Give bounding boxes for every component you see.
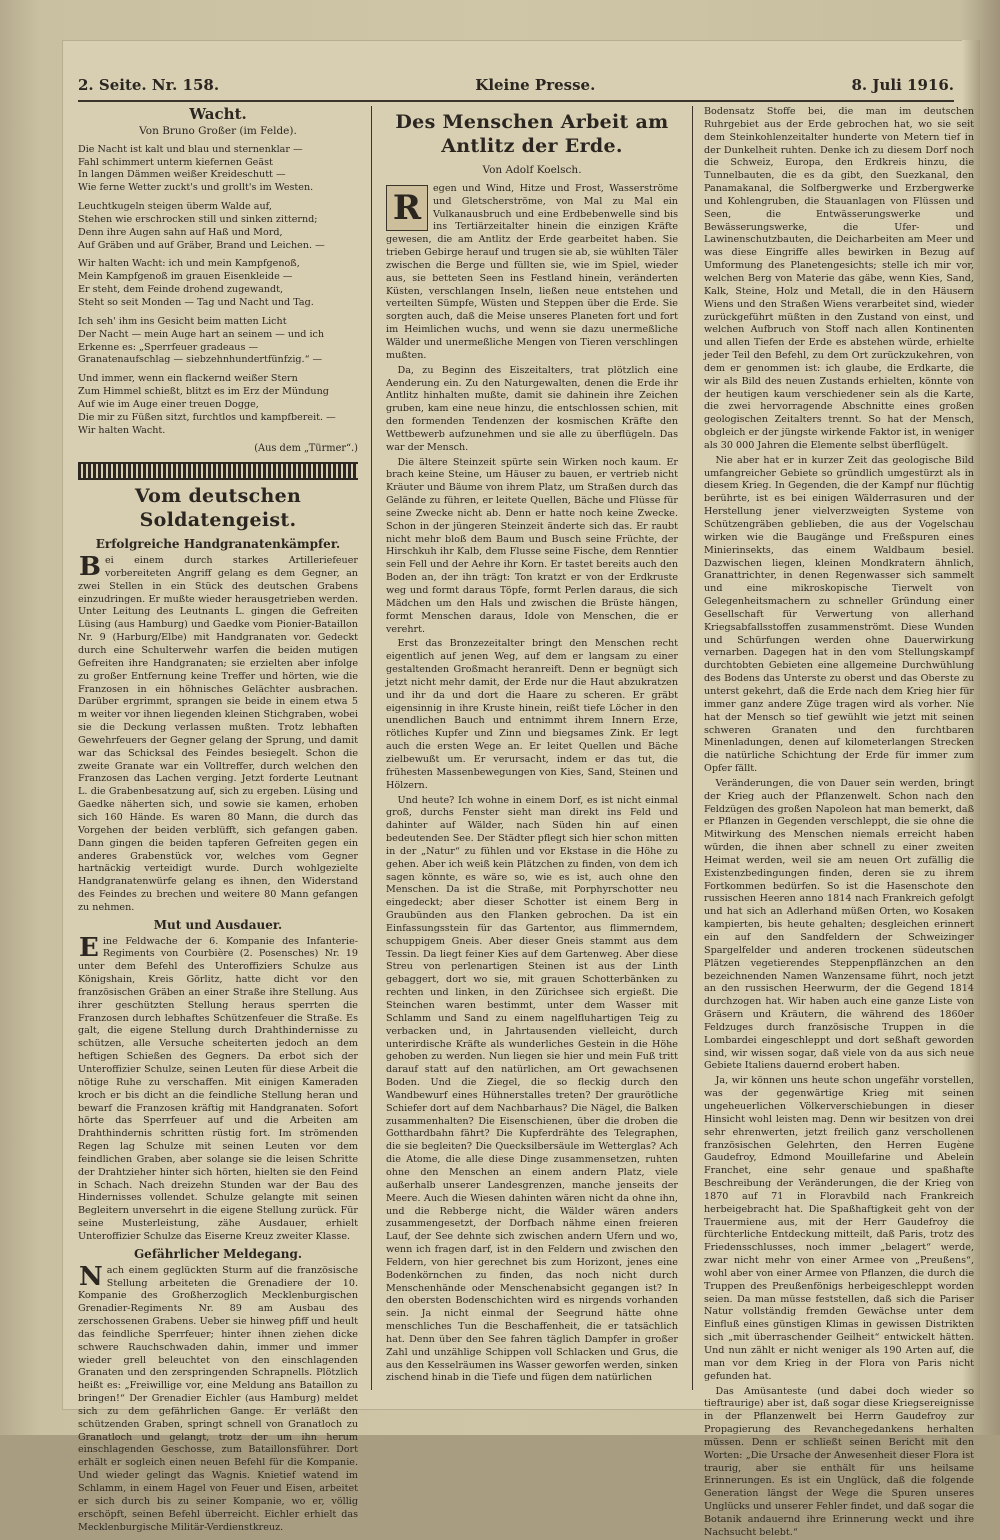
section-text-body: ine Feldwache der 6. Kompanie des Infanterie-Regiments von Courbière (2. Posensches) Nr. 19 unter dem Befehl des Unteroffiziers Schulze aus Königshain, Kreis Görlitz, hatte dicht vor den französischen Gräben an einer Straße ihre Stellung. Aus ihrer geschützten Stellung heraus sperrten die Franzosen durch lebhaftes Schützenfeuer die Straße. Es galt, die eigene Stellung durch Drahthindernisse zu schützen, alle Versuche scheiterten jedoch an dem heftigen Schießen des Gegners. Da erbot sich der Unteroffizier Schulze, seinen Leuten für diese Arbeit die nötige Ruhe zu verschaffen. Mit einigen Kameraden kroch er bis dicht an die feindliche Stellung heran und bewarf die Franzosen kräftig mit Handgranaten. Sofort hörte das Sperrfeuer auf und die Arbeiten am Drahthindernis schritten rüstig fort. Im strömenden Regen lag Schulze mit seinen Leuten vor dem feindlichen Graben, aber solange sie die leisen Schritte der Drahtzieher hinter sich hörten, hielten sie den Feind in Schach. Nach dreizehn Stunden war der Bau des Hindernisses vollendet. Schulze gelangte mit seinen Begleitern unversehrt in die eigene Stellung zurück. Für seine Musterleistung, zähe Ausdauer, erhielt Unteroffizier Schulze das Eiserne Kreuz zweiter Klasse. bbox=[78, 935, 358, 1242]
poem-line: Wie ferne Wetter zuckt's und grollt's im Westen. bbox=[78, 182, 314, 194]
poem-line: Wir halten Wacht. bbox=[78, 424, 166, 436]
poem-line: Die Nacht ist kalt und blau und sternenklar — bbox=[78, 143, 303, 155]
header-page-number: 2. Seite. Nr. 158. bbox=[78, 76, 220, 94]
column-rule bbox=[371, 106, 372, 1390]
article-paragraph: Erst das Bronzezeitalter bringt den Menschen recht eigentlich auf jenen Weg, auf dem er langsam zu einer gestaltenden Großmacht heranreift. Denn er begnügt sich jetzt nicht mehr damit, der Erde nur die Haut abzukratzen und ihr da und dort die Haare zu scheren. Er gräbt eigensinnig in ihre Kruste hinein, reißt tiefe Löcher in den unendlichen Bauch und entnimmt ihrem Innern Erze, rötliches Kupfer und Zinn und biegsames Zink. Er legt auch die ersten Wege an. Er leitet Quellen und Bäche zielbewußt um. Er verursacht, indem er das tut, die frühesten Massenbewegungen von Kies, Sand, Steinen und Hölzern. bbox=[386, 638, 678, 791]
section-heading: Erfolgreiche Handgranatenkämpfer. bbox=[95, 537, 341, 552]
article-paragraph bbox=[386, 183, 678, 363]
poem-stanza bbox=[78, 201, 358, 252]
section-heading: Mut und Ausdauer. bbox=[153, 917, 283, 932]
poem-line: Zum Himmel schießt, blitzt es im Erz der Mündung bbox=[78, 386, 329, 398]
poem-stanza bbox=[78, 144, 358, 195]
article-drop-cap: R bbox=[386, 185, 428, 231]
poem-line: In langen Dämmen weißer Kreideschutt — bbox=[78, 169, 286, 181]
poem-line: Ich seh' ihm ins Gesicht beim matten Licht bbox=[78, 315, 287, 327]
section-text-body: ei einem durch starkes Artilleriefeuer vorbereiteten Angriff gelang es dem Gegner, an zwei Stellen in ein Stück des deutschen Grabens einzudringen. Er mußte wieder herausgetrieben werden. Unter Leitung des Leutnants L. gingen die Gefreiten Lüsing (aus Hamburg) und Gaedke vom Pionier-Bataillon Nr. 9 (Harburg/Elbe) mit Handgranaten vor. Gedeckt durch eine Schulterwehr warfen die beiden mutigen Gefreiten ihre Handgranaten; sie erzielten aber infolge zu großer Entfernung keine Treffer und hörten, wie die Franzosen in ein höhnisches Gelächter ausbrachen. Darüber ergrimmt, sprangen sie beide in einem etwa 5 m weiter vor ihnen liegenden kleinen Stichgraben, wobei sie die Deckung verlassen mußten. Trotz lebhaften Gewehrfeuers der Gegner gelang der Sprung, und damit war das Schicksal des Feindes besiegelt. Schon die zweite Granate war ein Volltreffer, durch welchen den Franzosen das Lachen verging. Jetzt forderte Leutnant L. die Grabenbesatzung auf, sich zu ergeben. Lüsing und Gaedke näherten sich, und sowie sie kamen, erhoben sich 160 Hände. Es waren 80 Mann, die durch das Vorgehen der beiden verblüfft, sich gefangen gaben. Dann gingen die beiden tapferen Gefreiten gegen ein anderes Grabenstück vor, welches vom Gegner hartnäckig verteidigt wurde. Durch wohlgezielte Handgranatenwürfe gelang es ihnen, den Widerstand des Feindes zu brechen und weitere 80 Mann gefangen zu nehmen. bbox=[78, 555, 358, 913]
article-body-part-2 bbox=[704, 106, 974, 1540]
column-right bbox=[704, 106, 974, 1538]
article-paragraph: Nie aber hat er in kurzer Zeit das geologische Bild umfangreicher Gebiete so gründlich umgestürzt als in diesem Krieg. In Gegenden, die der Kampf nur flüchtig berührte, ist es bei einigen Wälderrasuren und der Herstellung jener vielverzweigten Systeme von Schützengräben geblieben, die aus der Vogelschau wirken wie die Baugänge und Freßspuren eines Minierinsekts, das einem Waldbaum besiel. Dazwischen liegen, kleinen Mondkratern ähnlich, Granattrichter, in denen Regenwasser sich sammelt und eine mikroskopische Tierwelt von Gelegenheitsmachern zu schneller Gründung einer Gesellschaft für Verwertung von allerhand Kriegsabfallsstoffen zusammenströmt. Diese Wunden und Schürfungen werden ohne Dauerwirkung vernarben. Dagegen hat in den vom Stellungskampf durchtobten Gebieten eine allgemeine Durchwühlung des Bodens das Unterste zu oberst und das Oberste zu unterst gekehrt, daß die Erde nach dem Krieg hier für immer ganz andere Züge tragen wird als vorher. Nie hat der Mensch so tief gewühlt wie jetzt mit seinen schweren Granaten und den furchtbaren Minenladungen, denen auf kilometerlangen Strecken die natürliche Schichtung der Erde für immer zum Opfer fällt. bbox=[704, 454, 974, 775]
column-left bbox=[78, 105, 358, 1533]
section-heading: Gefährlicher Meldegang. bbox=[133, 1246, 303, 1261]
drop-cap: N bbox=[79, 1261, 103, 1292]
article-title: Des Menschen Arbeit am Antlitz der Erde. bbox=[395, 111, 669, 157]
section-text bbox=[78, 1261, 358, 1535]
poem-line: Auf wie im Auge einer treuen Dogge, bbox=[78, 398, 259, 410]
poem-line: Stehen wie erschrocken still und sinken zitternd; bbox=[78, 213, 318, 225]
page-header bbox=[78, 70, 954, 102]
poem-stanza bbox=[78, 316, 358, 367]
poem-stanza bbox=[78, 373, 358, 437]
article-body-part-1 bbox=[386, 183, 678, 1385]
poem-line: Er steht, dem Feinde drohend zugewandt, bbox=[78, 284, 284, 296]
poem-source: (Aus dem „Türmer“.) bbox=[254, 443, 358, 455]
poem-line: Steht so seit Monden — Tag und Nacht und Tag. bbox=[78, 296, 314, 308]
poem-line: Fahl schimmert unterm kiefernen Geäst bbox=[78, 156, 273, 168]
drop-cap: E bbox=[79, 932, 99, 963]
ornamental-divider bbox=[78, 462, 358, 480]
article-paragraph: Da, zu Beginn des Eiszeitalters, trat plötzlich eine Aenderung ein. Zu den Naturgewalten, denen die Erde ihr Antlitz hinhalten mußte, damit sie dahinein ihre Zeichen gruben, kam eine neue hinzu, die entschlossen schien, mit den formenden Tendenzen der kosmischen Kräfte den Wettbewerb aufzunehmen und sie alle zu überflügeln. Das war der Mensch. bbox=[386, 364, 678, 453]
poem-byline: Von Bruno Großer (im Felde). bbox=[139, 124, 297, 137]
newspaper-page bbox=[62, 40, 980, 1538]
poem-title: Wacht. bbox=[189, 105, 247, 123]
article-paragraph: Und heute? Ich wohne in einem Dorf, es ist nicht einmal groß, durchs Fenster sieht man direkt ins Feld und dahinter auf Wälder, nach Süden hin auf einen bedeutenden See. Der Städter pflegt sich hier schon mitten in der „Natur“ zu fühlen und vor Ekstase in die Höhe zu gehen. Aber ich weiß kein Plätzchen zu finden, von dem ich sagen könnte, es wäre so, wie es ist, auch ohne den Menschen. Da ist die Straße, mit Porphyrschotter neu eingedeckt; aber dieser Schotter ist einem Berg in Graubünden aus den Flanken gebrochen. Da ist ein Einfassungsstein für das Gartentor, aus flimmerndem, schuppigem Gneis. Aber dieser Gneis stammt aus dem Tessin. Da liegt feiner Kies auf dem Gartenweg. Aber diese Streu von perlenartigen Steinen ist aus der Linth gebaggert, dort wo sie, mit grauen Schotterbänken zu rechten und linken, in den Zürichsee sich ergießt. Die Steinchen waren bestimmt, unter dem Wasser mit Schlamm und Sand zu einem nagelfluhartigen Teig zu verbacken und, in Jahrtausenden vielleicht, durch unterirdische Kräfte als wunderliches Gestein in die Höhe gehoben zu werden. Nun liegen sie hier und mein Fuß tritt darauf statt auf den natürlichen, am Ort gewachsenen Boden. Und die Ziegel, die so fleckig durch den Wandbewurf eines Hühnerstalles treten? Der graurötliche Schiefer dort auf dem Nachbarhaus? Die Nägel, die Balken zusammenhalten? Die Eisenschienen, über die droben die Gotthardbahn fährt? Die Kupferdrähte des Telegraphen, die sie begleiten? Die Quecksilbersäule im Wetterglas? Ach die Atome, die alle diese Dinge zusammensetzen, ruhten ohne den Menschen an einem andern Platz, viele außerhalb unserer Landesgrenzen, manche jenseits der Meere. Auch die Wiesen dahinten wären nicht da ohne ihn, und die Rebberge nicht, die Wälder wären anders zusammengesetzt, der Dorfbach nähme einen freieren Lauf, der See dehnte sich zwischen andern Ufern und wo, wenn ich fragen darf, ist in den Feldern und zwischen den Feldern, von hier gerechnet bis zum Horizont, jenes eine Bodenkörnchen zu finden, das noch nicht durch Menschenhände oder Menschenabsicht gegangen ist? In den obersten Bodenschichten wird es nirgends vorhanden sein. Ja nicht einmal der Seegrund hätte ohne menschliches Tun die Beschaffenheit, die er tatsächlich hat. Denn über den See fahren täglich Dampfer in großer Zahl und unzählige Schippen voll Schlacken und Grus, die aus den Kesselräumen ins Wasser geworfen werden, sinken zischend hinab in die Tiefe und fügen dem natürlichen bbox=[386, 794, 678, 1384]
article-paragraph: Ja, wir können uns heute schon ungefähr vorstellen, was der gegenwärtige Krieg mit seinen ungeheuerlichen Völkerverschiebungen in dieser Hinsicht wohl leisten mag. Denn wir besitzen von drei sehr ehrenwerten, jetzt freilich ganz verschollenen französischen Gelehrten, den Herren Eugène Gaudefroy, Edmond Mouillefarine und Abelein Franchet, eine sehr genaue und spaßhafte Beschreibung der Veränderungen, die der Krieg von 1870 auf 71 in Floravbild nach Frankreich herbeigebracht hat. Die Spaßhaftigkeit geht von der Trauermiene aus, mit der Herr Gaudefroy die fürchterliche Entdeckung mitteilt, daß Paris, trotz des Friedensschlusses, noch immer „belagert“ werde, zwar nicht mehr von einer Armee von „Preußens“, wohl aber von einer Armee von Pflanzen, die durch die Truppen des Preußenfönigs herbeigeschleppt worden seien. Da man müsse feststellen, daß sich die Pariser Natur vollständig fremden Gewächse unter dem Einfluß eines günstigen Klimas in gewissen Distrikten sich „mit überraschender Geilheit“ entwickelt hätten. Und nun zählt er nicht weniger als 190 Arten auf, die man vor dem Krieg in der Flora von Paris nicht gefunden hat. bbox=[704, 1075, 974, 1382]
article-paragraph: Das Amüsanteste (und dabei doch wieder so tieftraurige) aber ist, daß sogar diese Kriegsereignisse in der Pflanzenwelt bei Herrn Gaudefroy zur Propagierung des Revanchegedankens herhalten müssen. Denn er schließt seinen Bericht mit den Worten: „Die Ursache der Anwesenheit dieser Flora ist traurig, aber sie enthält für uns heilsame Erinnerungen. Es ist ein Unglück, daß die folgende Generation längst der Wege die Spuren unseres Unglücks und unserer Fehler findet, und daß sogar die Botanik andauernd ihre Erinnerung weckt und ihre Nachsucht belebt.“ bbox=[704, 1385, 974, 1538]
poem-line: Die mir zu Füßen sitzt, furchtlos und kampfbereit. — bbox=[78, 411, 336, 423]
section-text bbox=[78, 932, 358, 1244]
soldatengeist-title: Vom deutschen Soldatengeist. bbox=[134, 485, 302, 532]
section-text-body: ach einem geglückten Sturm auf die französische Stellung arbeiteten die Grenadiere der 10. Kompanie des Großherzoglich Mecklenburgischen Grenadier-Regiments Nr. 89 am Ausbau des zerschossenen Grabens. Ueber sie hinweg pfiff und heult das feindliche Sperrfeuer; hinter ihnen ziehen dicke schwere Rauchschwaden dahin, immer und immer wieder grell beleuchtet von den einschlagenden Granaten und den zerspringenden Schrapnells. Plötzlich heißt es: „Freiwillige vor, eine Meldung ans Bataillon zu bringen!“ Der Grenadier Eichler (aus Hamburg) meldet sich zu dem gefährlichen Gange. Er verläßt den schützenden Graben, springt schnell von Granatloch zu Granatloch und gelangt, trotz der um ihn herum einschlagenden Geschosse, zum Bataillonsführer. Dort erhält er sogleich einen neuen Befehl für die Kompanie. Und wieder gelingt das Wagnis. Knietief watend im Schlamm, in einem Hagel von Feuer und Eisen, arbeitet er sich durch bis zu seiner Kompanie, wo er, völlig erschöpft, seinen Befehl überreicht. Eichler erhielt das Mecklenburgische Militär-Verdienstkreuz. bbox=[78, 1264, 358, 1533]
article-paragraph: Veränderungen, die von Dauer sein werden, bringt der Krieg auch der Pflanzenwelt. Schon nach den Feldzügen des großen Napoleon hat man bemerkt, daß er Pflanzen in Gegenden verschleppt, die sie ohne die Mitwirkung des Menschen niemals erreicht haben würden, die ihnen aber schnell zu einer zweiten Heimat werden, weil sie am neuen Ort zufällig die Existenzbedingungen finden, deren sie zu ihrem Fortkommen bedürfen. So ist die Hasenschote den russischen Heeren anno 1814 nach Frankreich gefolgt und hat sich an Adlerhand müßen Orten, wo Kosaken kampierten, bis heute gehalten; desgleichen erinnert ein auf den Sandfeldern der Schweizinger Spargelfelder und anderen trockenen südeutschen Plätzen vegetierendes Steppenpflänzchen an den bezeichnenden Namen Wanzensame führt, noch jetzt an den russischen Heerwurm, der die Gegend 1814 durchzogen hat. Wir haben auch eine ganze Liste von Gräsern und Kräutern, die während des 1860er Feldzuges durch französische Truppen in die Lombardei eingeschleppt und dort seßhaft geworden sind, wir wissen sogar, daß viele von da aus sich neue Gebiete Italiens dauernd erobert haben. bbox=[704, 777, 974, 1072]
soldatengeist-sections bbox=[78, 538, 358, 1534]
article-paragraph: Bodensatz Stoffe bei, die man im deutschen Ruhrgebiet aus der Erde gebrochen hat, wo sie seit dem Steinkohlenzeitalter hunderte von Metern tief in der Dunkelheit ruhten. Denke ich zu diesem Dorf noch die Schweiz, Europa, den Erdkreis hinzu, die Tunnelbauten, die es da gibt, den Suezkanal, den Panamakanal, die Solfbergwerke und Erzbergwerke und Kohlengruben, die Stauanlagen von Flüssen und Seen, die Entwässerungswerke und Bewässerungswerke, die Ufer- und Lawinenschutzbauten, die Deicharbeiten am Meer und was diese Eingriffe alles bewirken in Bezug auf Umformung des Planetengesichts; stelle ich mir vor, welchen Berg von Materie das gäbe, wenn Kies, Sand, Kalk, Steine, Holz und Metall, die in den Häusern Wiens und den Straßen Wiens verarbeitet sind, wieder zurückgeführt müßten in den Zustand von einst, und welchen Aufbruch von Stoff nach allen Kontinenten und allen Tiefen der Erde es abstehen würde, erhielte jeder Teil den Befehl, zu dem Ort zurückzukehren, von dem er genommen ist: ich glaube, die Erdkarte, die wir als Bild des neuen Zustands erhielten, könnte von der heutigen kaum verschiedener sein als die Karte, die zwei hervorragende Abschnitte eines großen geologischen Zeitalters trennt. So hat der Mensch, obgleich er der jüngste wirkende Faktor ist, in weniger als 30 000 Jahren die Elemente selbst überflügelt. bbox=[704, 106, 974, 451]
poem-line: Denn ihre Augen sahn auf Haß und Mord, bbox=[78, 226, 283, 238]
article-paragraph-text: egen und Wind, Hitze und Frost, Wasserströme und Gletscherströme, von Mal zu Mal ein Vulkanausbruch und eine Erdbebenwelle sind bis ins Tertiärzeitalter hinein die einzigen Kräfte gewesen, die am Antlitz der Erde gearbeitet haben. Sie trieben Gebirge herauf und trugen sie ab, sie wühlten Täler zwischen die Berge und füllten sie, wie im Spiel, wieder aus, sie betteten Seen ins Festland hinein, veränderten Küsten, verschlangen Inseln, ließen neue entstehen und verteilten Sümpfe, Wüsten und Steppen über die Erde. Sie sorgten auch, daß die Meise unseres Planeten fort und fort im Heimlichen wuchs, und wenn sie dazu unermeßliche Wälder und unermeßliche Mengen von Tieren verschlingen mußten. bbox=[386, 182, 678, 361]
poem-line: Leuchtkugeln steigen überm Walde auf, bbox=[78, 201, 272, 213]
column-rule bbox=[692, 106, 693, 1390]
poem-line: Der Nacht — mein Auge hart an seinem — und ich bbox=[78, 328, 325, 340]
poem-line: Mein Kampfgenoß im grauen Eisenkleide — bbox=[78, 271, 293, 283]
header-date: 8. Juli 1916. bbox=[851, 76, 954, 94]
header-masthead: Kleine Presse. bbox=[475, 76, 596, 94]
poem-body bbox=[78, 144, 358, 438]
article-byline: Von Adolf Koelsch. bbox=[482, 164, 582, 176]
article-paragraph: Die ältere Steinzeit spürte sein Wirken noch kaum. Er brach keine Steine, um Häuser zu bauen, er vertrieb nicht Kräuter und Bäume von ihrem Platz, um Straßen durch das Gelände zu führen, er leitete Quellen, Bäche und Flüsse für seine Zwecke nicht ab. Denn er hatte noch keine Zwecke. Schon in der jüngeren Steinzeit änderte sich das. Er raubt nicht mehr bloß dem Baum und Busch seine Früchte, der Hirschkuh ihr Kalb, dem Flusse seine Fische, dem Renntier sein Fell und der Aehre ihr Korn. Er tastet bereits auch den Boden an, der ihn trägt: Ton kratzt er von der Erdkruste weg und formt daraus Töpfe, formt Perlen daraus, die sich Mädchen um den Hals und zwischen die Brüste hängen, formt Menschen daraus, Idole von Menschen, die er verehrt. bbox=[386, 456, 678, 635]
poem-line: Granatenaufschlag — siebzehnhundertfünfzig.“ — bbox=[78, 354, 323, 366]
poem-line: Erkenne es: „Sperrfeuer gradeaus — bbox=[78, 341, 259, 353]
poem-line: Auf Gräben und auf Gräber, Brand und Leichen. — bbox=[78, 239, 325, 251]
section-text bbox=[78, 552, 358, 915]
poem-line: Und immer, wenn ein flackernd weißer Stern bbox=[78, 373, 298, 385]
drop-cap: B bbox=[79, 552, 101, 583]
poem-stanza bbox=[78, 258, 358, 309]
column-middle bbox=[386, 106, 678, 1398]
poem-line: Wir halten Wacht: ich und mein Kampfgenoß, bbox=[78, 258, 300, 270]
